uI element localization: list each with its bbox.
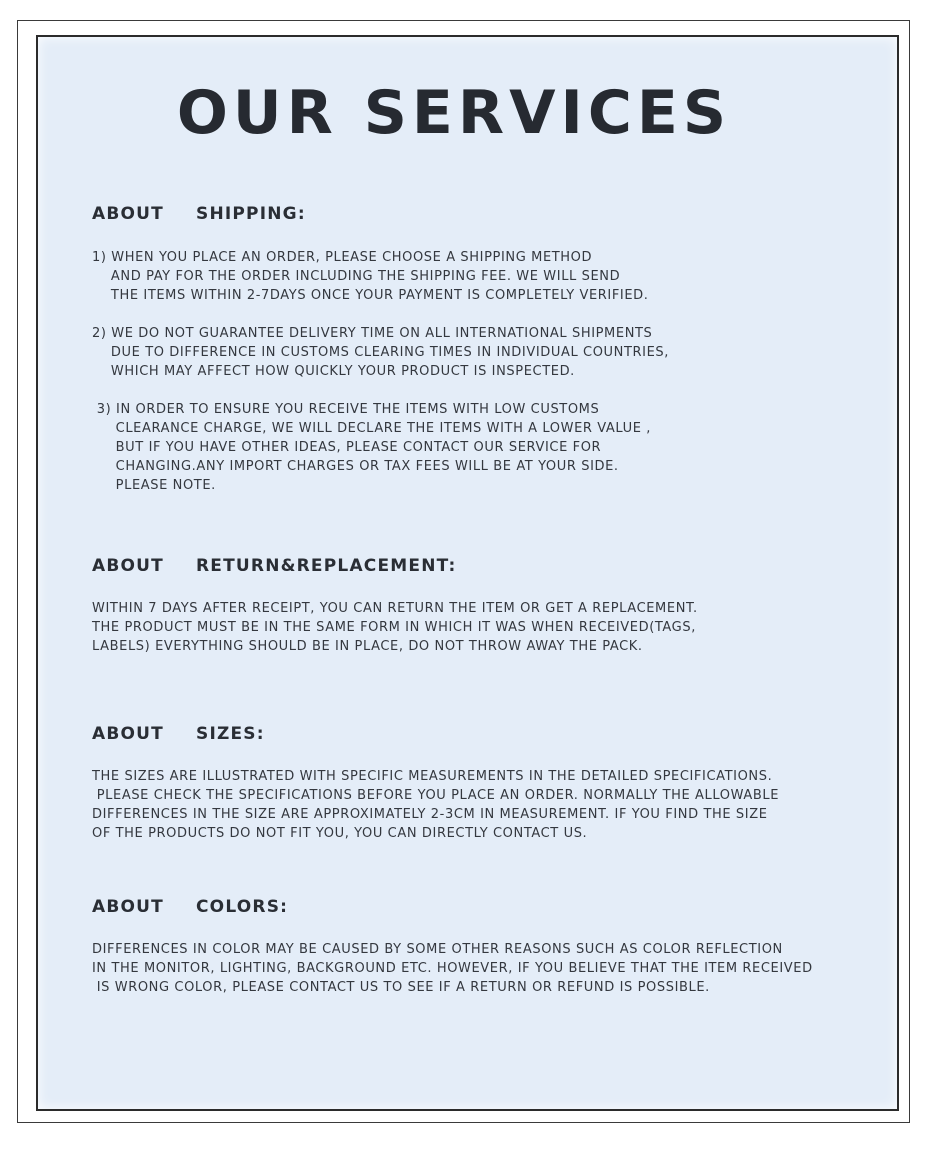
heading-topic-label: RETURN&REPLACEMENT: bbox=[196, 556, 457, 576]
shipping-paragraph-3 bbox=[92, 400, 651, 495]
text-line: THE SIZES ARE ILLUSTRATED WITH SPECIFIC MEASUREMENTS IN THE DETAILED SPECIFICATIONS. bbox=[92, 769, 773, 784]
text-line: 3) IN ORDER TO ENSURE YOU RECEIVE THE ITEMS WITH LOW CUSTOMS bbox=[92, 402, 600, 417]
heading-about-label: ABOUT bbox=[92, 556, 164, 576]
sizes-paragraph bbox=[92, 767, 779, 843]
heading-topic-label: SHIPPING: bbox=[196, 204, 306, 224]
section-heading-colors bbox=[92, 896, 289, 918]
text-line: AND PAY FOR THE ORDER INCLUDING THE SHIPPING FEE. WE WILL SEND bbox=[92, 269, 621, 284]
text-line: 2) WE DO NOT GUARANTEE DELIVERY TIME ON ALL INTERNATIONAL SHIPMENTS bbox=[92, 326, 653, 341]
heading-topic-label: SIZES: bbox=[196, 724, 265, 744]
return-paragraph bbox=[92, 599, 698, 656]
section-heading-return bbox=[92, 555, 457, 577]
text-line: CLEARANCE CHARGE, WE WILL DECLARE THE ITEMS WITH A LOWER VALUE , bbox=[92, 421, 651, 436]
colors-paragraph bbox=[92, 940, 813, 997]
text-line: OF THE PRODUCTS DO NOT FIT YOU, YOU CAN DIRECTLY CONTACT US. bbox=[92, 826, 588, 841]
text-line: DIFFERENCES IN THE SIZE ARE APPROXIMATELY 2-3CM IN MEASUREMENT. IF YOU FIND THE SIZE bbox=[92, 807, 768, 822]
page-title: OUR SERVICES bbox=[176, 78, 732, 148]
text-line: IS WRONG COLOR, PLEASE CONTACT US TO SEE IF A RETURN OR REFUND IS POSSIBLE. bbox=[92, 980, 710, 995]
heading-topic-label: COLORS: bbox=[196, 897, 289, 917]
text-line: THE PRODUCT MUST BE IN THE SAME FORM IN WHICH IT WAS WHEN RECEIVED(TAGS, bbox=[92, 620, 696, 635]
heading-about-label: ABOUT bbox=[92, 204, 164, 224]
text-line: WHICH MAY AFFECT HOW QUICKLY YOUR PRODUCT IS INSPECTED. bbox=[92, 364, 575, 379]
text-line: CHANGING.ANY IMPORT CHARGES OR TAX FEES WILL BE AT YOUR SIDE. bbox=[92, 459, 619, 474]
text-line: THE ITEMS WITHIN 2-7DAYS ONCE YOUR PAYMENT IS COMPLETELY VERIFIED. bbox=[92, 288, 649, 303]
heading-about-label: ABOUT bbox=[92, 897, 164, 917]
shipping-paragraph-2 bbox=[92, 324, 669, 381]
text-line: PLEASE CHECK THE SPECIFICATIONS BEFORE YOU PLACE AN ORDER. NORMALLY THE ALLOWABLE bbox=[92, 788, 780, 803]
section-heading-shipping bbox=[92, 203, 306, 225]
text-line: 1) WHEN YOU PLACE AN ORDER, PLEASE CHOOSE A SHIPPING METHOD bbox=[92, 250, 593, 265]
text-line: WITHIN 7 DAYS AFTER RECEIPT, YOU CAN RETURN THE ITEM OR GET A REPLACEMENT. bbox=[92, 601, 698, 616]
text-line: LABELS) EVERYTHING SHOULD BE IN PLACE, DO NOT THROW AWAY THE PACK. bbox=[92, 639, 643, 654]
text-line: IN THE MONITOR, LIGHTING, BACKGROUND ETC. HOWEVER, IF YOU BELIEVE THAT THE ITEM RECEIVED bbox=[92, 961, 813, 976]
section-heading-sizes bbox=[92, 723, 265, 745]
text-line: PLEASE NOTE. bbox=[92, 478, 216, 493]
text-line: DIFFERENCES IN COLOR MAY BE CAUSED BY SOME OTHER REASONS SUCH AS COLOR REFLECTION bbox=[92, 942, 783, 957]
text-line: BUT IF YOU HAVE OTHER IDEAS, PLEASE CONTACT OUR SERVICE FOR bbox=[92, 440, 602, 455]
text-line: DUE TO DIFFERENCE IN CUSTOMS CLEARING TIMES IN INDIVIDUAL COUNTRIES, bbox=[92, 345, 670, 360]
shipping-paragraph-1 bbox=[92, 248, 649, 305]
heading-about-label: ABOUT bbox=[92, 724, 164, 744]
